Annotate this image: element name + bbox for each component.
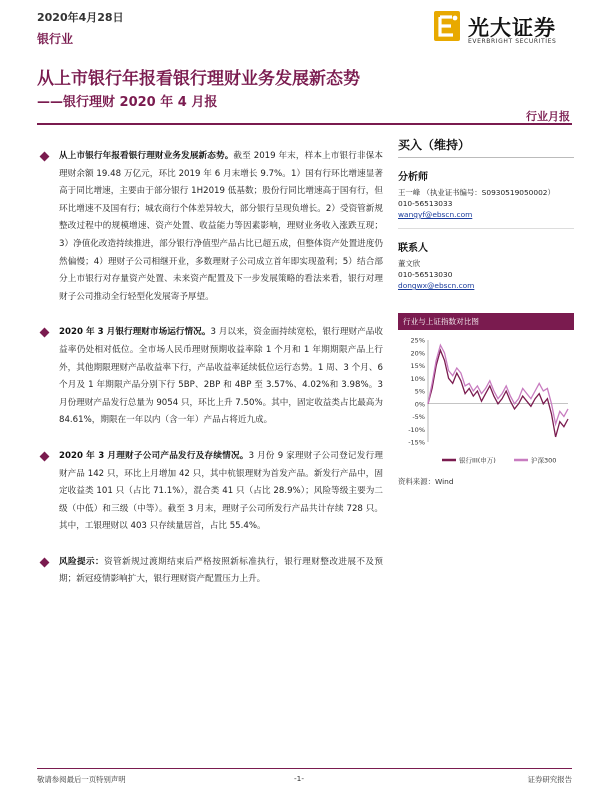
- chart-title: 行业与上证指数对比图: [398, 313, 574, 330]
- contact-name: 董文欣: [398, 259, 421, 268]
- report-title: 从上市银行年报看银行理财业务发展新态势: [37, 69, 360, 89]
- y-tick-label: -5%: [412, 413, 425, 421]
- paragraph-lead: 2020 年 3 月理财子公司产品发行及存续情况。: [59, 450, 249, 461]
- y-tick-label: -10%: [408, 425, 425, 434]
- comparison-chart: [398, 313, 574, 471]
- industry-label: 银行业: [37, 32, 74, 46]
- chart-source: 资料来源：Wind: [398, 477, 454, 486]
- analyst-heading: 分析师: [398, 172, 428, 183]
- report-date: 2020年4月28日: [37, 11, 124, 24]
- page-number: -1-: [294, 774, 305, 783]
- diamond-bullet-icon: [40, 152, 50, 162]
- contact-heading: 联系人: [398, 243, 428, 254]
- analyst-info: [398, 187, 574, 198]
- rating-label: 买入（维持）: [398, 136, 574, 158]
- legend-label: 沪深300: [531, 456, 557, 465]
- summary-column: [37, 148, 383, 607]
- analyst-phone: 010-56513033: [398, 199, 453, 208]
- y-tick-label: 5%: [414, 387, 425, 396]
- series-line: [428, 345, 568, 424]
- series-line: [428, 350, 568, 437]
- sidebar: [398, 136, 574, 291]
- paragraph-lead: 2020 年 3 月银行理财市场运行情况。: [59, 327, 211, 338]
- analyst-email-link[interactable]: wangyf@ebscn.com: [398, 210, 473, 219]
- analyst-cert: （执业证书编号：S0930519050002）: [422, 188, 555, 197]
- paragraph-text: 3 月以来，资金面持续宽松，银行理财产品收益率仍处相对低位。全市场人民币理财预期收益率除 1 个月和 1 年期期限产品上行外，其他期限理财产品收益率下行，产品收益率延续低位运行态势。1 周、3 个月、6 个月及 1 年期限产品分别下行 5BP、2BP 和 4BP 至 3.57%、4.02%和 3.98%。3 月份理财产品发行总量为 9054 只，环比上升 7.50%。其中，固定收益类占比最高为 84.61%，期限在一年以内（含一年）产品占将近九成。: [59, 327, 384, 426]
- risk-paragraph: [37, 554, 383, 589]
- y-tick-label: 20%: [410, 349, 425, 358]
- logo-text-en: EVERBRIGHT SECURITIES: [468, 38, 557, 45]
- chart-plot: [398, 330, 574, 470]
- paragraph-text: 资管新规过渡期结束后严格按照新标准执行，银行理财整改进展不及预期；新冠疫情影响扩大，银行理财资产配置压力上升。: [59, 556, 383, 585]
- sidebar-divider: [398, 228, 574, 229]
- footer-divider: [37, 768, 572, 769]
- legend-label: 银行III(申万): [459, 456, 496, 465]
- footer-report-label: 证券研究报告: [527, 775, 572, 784]
- summary-paragraph: [37, 324, 383, 430]
- paragraph-lead: 风险提示：: [59, 556, 105, 567]
- footer-disclaimer: 敬请参阅最后一页特别声明: [37, 775, 126, 784]
- analyst-name: 王一峰: [398, 188, 421, 197]
- logo-mark-icon: [432, 10, 462, 42]
- contact-phone: 010-56513030: [398, 270, 453, 279]
- report-type: 行业月报: [526, 110, 570, 123]
- report-subtitle: ——银行理财 2020 年 4 月报: [37, 95, 218, 110]
- summary-paragraph: [37, 148, 383, 306]
- logo-text-cn: 光大证券: [468, 15, 556, 40]
- y-tick-label: 10%: [410, 374, 425, 383]
- paragraph-text: 3 月份 9 家理财子公司登记发行理财产品 142 只，环比上月增加 42 只，其中杭银理财为首发产品。新发行产品中，固定收益类 101 只（占比 71.1%），混合类 41 只（占比 28.9%）；风险等级主要为二级（中低）和三级（中等）。截至 3 月末，理财子公司所发行产品共计存续 728 只。其中，工银理财以 403 只存续量居首，占比 55.4%。: [59, 450, 383, 532]
- contact-email-link[interactable]: dongwx@ebscn.com: [398, 281, 475, 290]
- diamond-bullet-icon: [40, 557, 50, 567]
- y-tick-label: 15%: [410, 362, 425, 370]
- y-tick-label: 25%: [410, 336, 425, 345]
- diamond-bullet-icon: [40, 451, 50, 461]
- paragraph-lead: 从上市银行年报看银行理财业务发展新态势。: [59, 151, 234, 161]
- y-tick-label: -15%: [408, 438, 425, 447]
- header-divider: [37, 123, 572, 125]
- diamond-bullet-icon: [40, 328, 50, 338]
- paragraph-text: 截至 2019 年末，样本上市银行非保本理财余额 19.48 万亿元，环比 2019 年 6 月末增长 9.7%。1）国有行环比增速显著高于同比增速，主要由于部分银行 1H2019 低基数；股份行同比增速高于国有行，但环比增速不及国有行；城农商行个体差异较大，部分银行呈现负增长。2）受资管新规整改过程中的规模增速、资产处置、收益能力等因素影响，理财业务收入涨跌互现；3）净值化改造持续推进，部分银行净值型产品占比已超五成，但整体资产处置进度仍然偏慢；4）理财子公司相继开业，多数理财子公司成立首年即实现盈利；5）结合部分上市银行对存量资产处置、未来资产配置及下一步发展策略的看法来看，银行对理财子公司推动全行轻型化发展寄予厚望。: [59, 151, 383, 302]
- y-tick-label: 0%: [414, 400, 425, 409]
- company-logo: [432, 10, 572, 46]
- summary-paragraph: [37, 448, 383, 536]
